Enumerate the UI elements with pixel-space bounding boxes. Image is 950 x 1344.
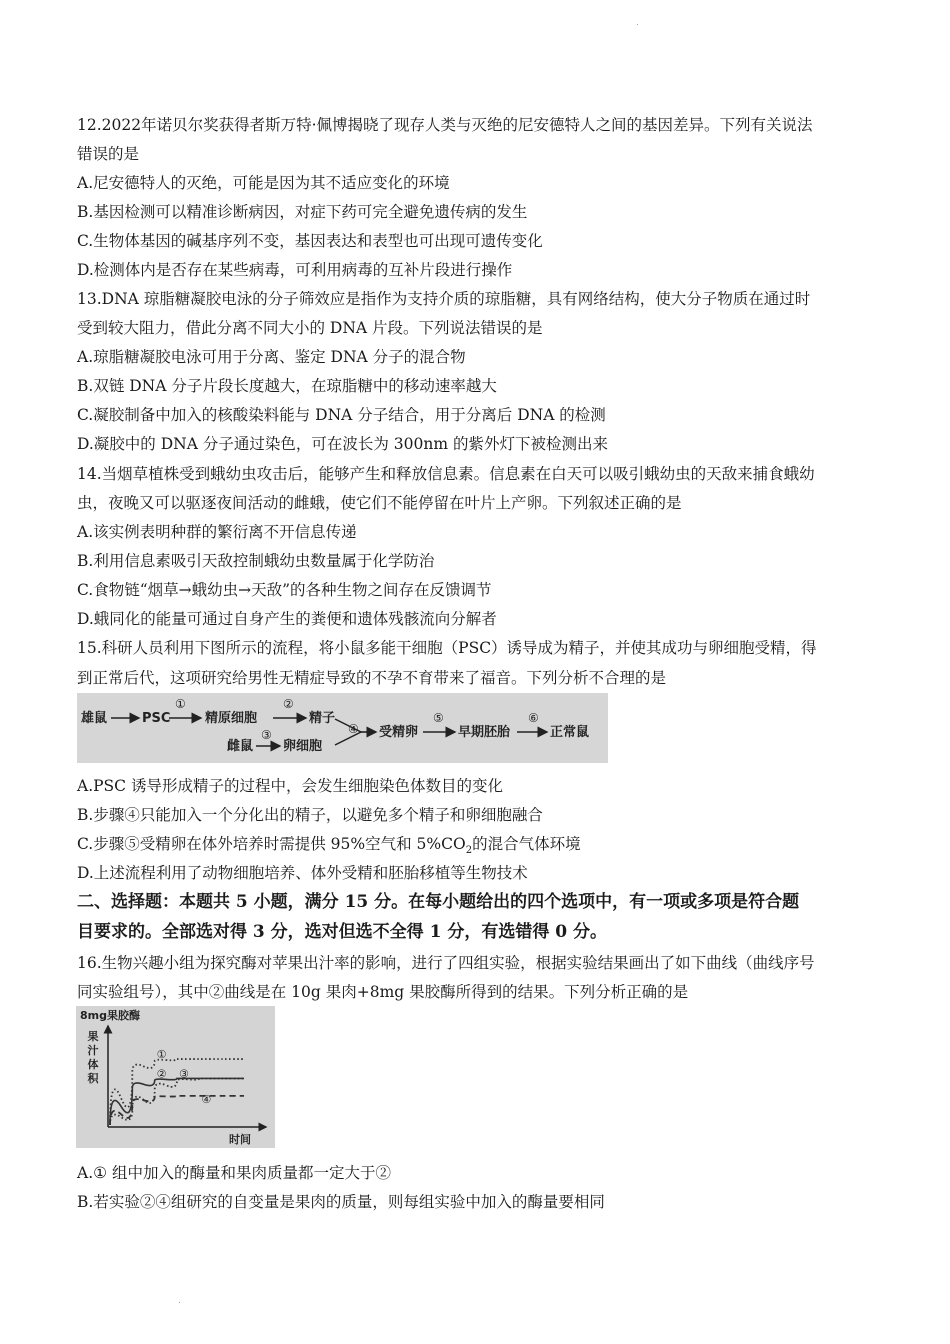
q16-stem-line-1: 16.生物兴趣小组为探究酶对苹果出汁率的影响，进行了四组实验，根据实验结果画出了如下曲线（曲线序号 bbox=[77, 954, 815, 972]
q13-option-c: C.凝胶制备中加入的核酸染料能与 DNA 分子结合，用于分离后 DNA 的检测 bbox=[77, 406, 606, 424]
q12-option-b: B.基因检测可以精准诊断病因，对症下药可完全避免遗传病的发生 bbox=[77, 203, 528, 221]
q13-option-d: D.凝胶中的 DNA 分子通过染色，可在波长为 300nm 的紫外灯下被检测出来 bbox=[77, 435, 608, 453]
chart-y-label bbox=[88, 1029, 100, 1085]
curve-label-2: ② bbox=[156, 1067, 167, 1081]
step-6-label: ⑥ bbox=[528, 711, 539, 725]
curve-2 bbox=[110, 1078, 244, 1125]
q15-option-c-text: C.步骤⑤受精卵在体外培养时需提供 95%空气和 5%CO bbox=[77, 835, 466, 853]
q13-option-b: B.双链 DNA 分子片段长度越大，在琼脂糖中的移动速率越大 bbox=[77, 377, 497, 395]
q12-option-c: C.生物体基因的碱基序列不变，基因表达和表型也可出现可遗传变化 bbox=[77, 232, 543, 250]
q14-stem-line-1: 14.当烟草植株受到蛾幼虫攻击后，能够产生和释放信息素。信息素在白天可以吸引蛾幼虫的天敌来捕食蛾幼 bbox=[77, 465, 815, 483]
chart-y-label-char: 汁 bbox=[87, 1044, 99, 1057]
step-4-label: ④ bbox=[348, 722, 359, 736]
curve-label-3: ③ bbox=[179, 1067, 189, 1081]
step-5-label: ⑤ bbox=[433, 711, 444, 725]
q15-stem-line-2: 到正常后代，这项研究给男性无精症导致的不孕不育带来了福音。下列分析不合理的是 bbox=[77, 669, 667, 687]
chart-y-label-char: 积 bbox=[87, 1072, 99, 1085]
step-1-label: ① bbox=[175, 697, 186, 711]
q12-stem-line-2: 错误的是 bbox=[77, 145, 140, 163]
diagram-egg-cell: 卵细胞 bbox=[283, 739, 323, 754]
q15-option-d: D.上述流程利用了动物细胞培养、体外受精和胚胎移植等生物技术 bbox=[77, 864, 528, 882]
diagram-early-embryo: 早期胚胎 bbox=[458, 725, 511, 740]
q15-stem-line-1: 15.科研人员利用下图所示的流程，将小鼠多能干细胞（PSC）诱导成为精子，并使其成功与卵细胞受精，得 bbox=[77, 639, 817, 657]
q16-stem-line-2: 同实验组号），其中②曲线是在 10g 果肉+8mg 果胶酶所得到的结果。下列分析正确的是 bbox=[77, 983, 689, 1001]
q12-option-d: D.检测体内是否存在某些病毒，可利用病毒的互补片段进行操作 bbox=[77, 261, 513, 279]
chart-x-label: 时间 bbox=[229, 1133, 251, 1146]
q15-option-c-rest: 的混合气体环境 bbox=[472, 835, 581, 853]
diagram-zygote: 受精卵 bbox=[379, 725, 419, 740]
q13-option-a: A.琼脂糖凝胶电泳可用于分离、鉴定 DNA 分子的混合物 bbox=[77, 348, 466, 366]
diagram-spermatogonia: 精原细胞 bbox=[205, 711, 258, 726]
q12-stem-line-1: 12.2022年诺贝尔奖获得者斯万特·佩博揭晓了现存人类与灭绝的尼安德特人之间的基因差异。下列有关说法 bbox=[77, 116, 813, 134]
diagram-male-mouse: 雄鼠 bbox=[81, 711, 108, 726]
step-3-label: ③ bbox=[261, 728, 272, 742]
q16-option-a: A.① 组中加入的酶量和果肉质量都一定大于② bbox=[77, 1164, 391, 1182]
section-2-heading-line-1: 二、选择题：本题共 5 小题，满分 15 分。在每小题给出的四个选项中，有一项或多项是符合题 bbox=[77, 892, 800, 912]
q16-curve-chart bbox=[76, 1006, 275, 1148]
scan-mark: . bbox=[636, 18, 639, 28]
chart-y-label-char: 果 bbox=[87, 1030, 99, 1043]
q14-option-c: C.食物链“烟草→蛾幼虫→天敌”的各种生物之间存在反馈调节 bbox=[77, 581, 492, 599]
chart-title: 8mg果胶酶 bbox=[80, 1009, 140, 1022]
co2-subscript: 2 bbox=[465, 845, 473, 857]
q13-stem-line-2: 受到较大阻力，借此分离不同大小的 DNA 片段。下列说法错误的是 bbox=[77, 319, 543, 337]
q14-option-a: A.该实例表明种群的繁衍离不开信息传递 bbox=[77, 523, 357, 541]
q15-option-a: A.PSC 诱导形成精子的过程中，会发生细胞染色体数目的变化 bbox=[77, 777, 503, 795]
diagram-psc: PSC bbox=[142, 711, 171, 726]
q14-stem-line-2: 虫，夜晚又可以驱逐夜间活动的雌蛾，使它们不能停留在叶片上产卵。下列叙述正确的是 bbox=[77, 494, 682, 512]
diagram-sperm: 精子 bbox=[309, 711, 336, 726]
curve-3 bbox=[110, 1078, 244, 1125]
diagram-female-mouse: 雌鼠 bbox=[227, 739, 254, 754]
diagram-normal-mouse: 正常鼠 bbox=[550, 725, 590, 740]
q15-option-b: B.步骤④只能加入一个分化出的精子，以避免多个精子和卵细胞融合 bbox=[77, 806, 543, 824]
q14-option-d: D.蛾同化的能量可通过自身产生的粪便和遗体残骸流向分解者 bbox=[77, 610, 497, 628]
step-2-label: ② bbox=[283, 697, 294, 711]
curve-label-1: ① bbox=[156, 1047, 167, 1061]
curve-label-4: ④ bbox=[201, 1092, 212, 1106]
q15-option-c bbox=[77, 834, 581, 861]
chart-y-label-char: 体 bbox=[87, 1058, 99, 1071]
scan-mark-bottom: . bbox=[178, 1296, 181, 1306]
q12-option-a: A.尼安德特人的灭绝，可能是因为其不适应变化的环境 bbox=[77, 174, 450, 192]
q14-option-b: B.利用信息素吸引天敌控制蛾幼虫数量属于化学防治 bbox=[77, 552, 435, 570]
q16-option-b: B.若实验②④组研究的自变量是果肉的质量，则每组实验中加入的酶量要相同 bbox=[77, 1193, 605, 1211]
q15-flow-diagram bbox=[77, 693, 608, 763]
section-2-heading-line-2: 目要求的。全部选对得 3 分，选对但选不全得 1 分，有选错得 0 分。 bbox=[77, 922, 607, 942]
q13-stem-line-1: 13.DNA 琼脂糖凝胶电泳的分子筛效应是指作为支持介质的琼脂糖，具有网络结构，使大分子物质在通过时 bbox=[77, 290, 811, 308]
